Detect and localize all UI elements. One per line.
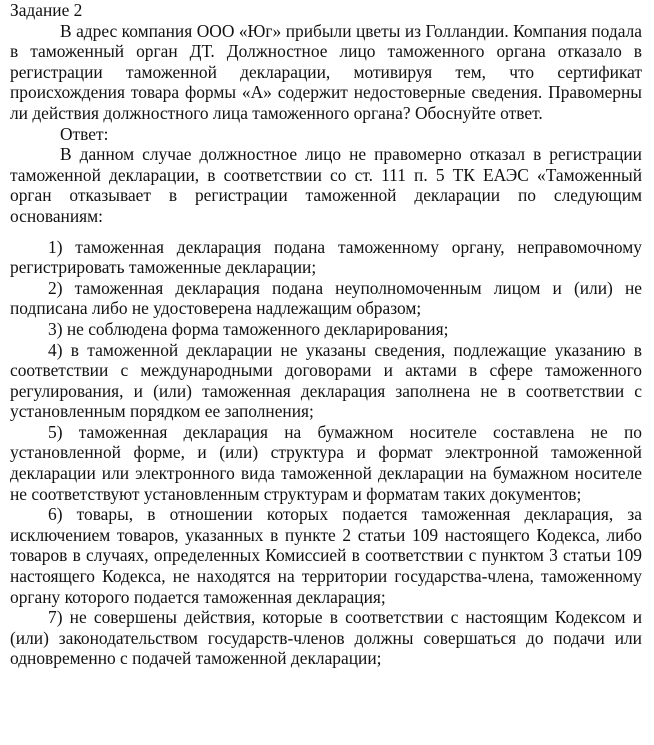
list-item-1: 1) таможенная декларация подана таможенному органу, неправомочному регистрировать таможенные декларации; — [10, 236, 642, 278]
task-paragraph: В адрес компания ООО «Юг» прибыли цветы из Голландии. Компания подала в таможенный орган ДТ. Должностное лицо таможенного органа отказало в регистрации таможенной декларации, мотивируя тем, что сертификат происхождения товара формы «А» содержит недостоверные сведения. Правомерны ли действия должностного лица таможенного органа? Обоснуйте ответ. — [10, 20, 642, 123]
list-item-5: 5) таможенная декларация на бумажном носителе составлена не по установленной форме, и (или) структура и формат электронной таможенной декларации или электронного вида таможенной декларации на бумажном носителе не соответствуют установленным структурам и форматам таких документов; — [10, 421, 642, 504]
answer-label: Ответ: — [60, 123, 109, 144]
list-item-2: 2) таможенная декларация подана неуполномоченным лицом и (или) не подписана либо не удостоверена надлежащим образом; — [10, 277, 642, 319]
list-item-4: 4) в таможенной декларации не указаны сведения, подлежащие указанию в соответствии с международными договорами и актами в сфере таможенного регулирования, и (или) таможенная декларация заполнена не в соответствии с установленным порядком ее заполнения; — [10, 339, 642, 422]
list-item-7: 7) не совершены действия, которые в соответствии с настоящим Кодексом и (или) законодательством государств-членов должны совершаться до подачи или одновременно с подачей таможенной декларации; — [10, 607, 642, 669]
list-item-3: 3) не соблюдена форма таможенного декларирования; — [48, 318, 449, 339]
answer-intro-paragraph: В данном случае должностное лицо не правомерно отказал в регистрации таможенной декларации, в соответствии со ст. 111 п. 5 ТК ЕАЭС «Таможенный орган отказывает в регистрации таможенной декларации по следующим основаниям: — [10, 144, 642, 226]
document-title: Задание 2 — [10, 0, 83, 20]
list-item-6: 6) товары, в отношении которых подается таможенная декларация, за исключением товаров, указанных в пункте 2 статьи 109 настоящего Кодекса, либо товаров в случаях, определенных Комиссией в соответствии с пунктом 3 статьи 109 настоящего Кодекса, не находятся на территории государства-члена, таможенному органу которого подается таможенная декларация; — [10, 504, 642, 607]
